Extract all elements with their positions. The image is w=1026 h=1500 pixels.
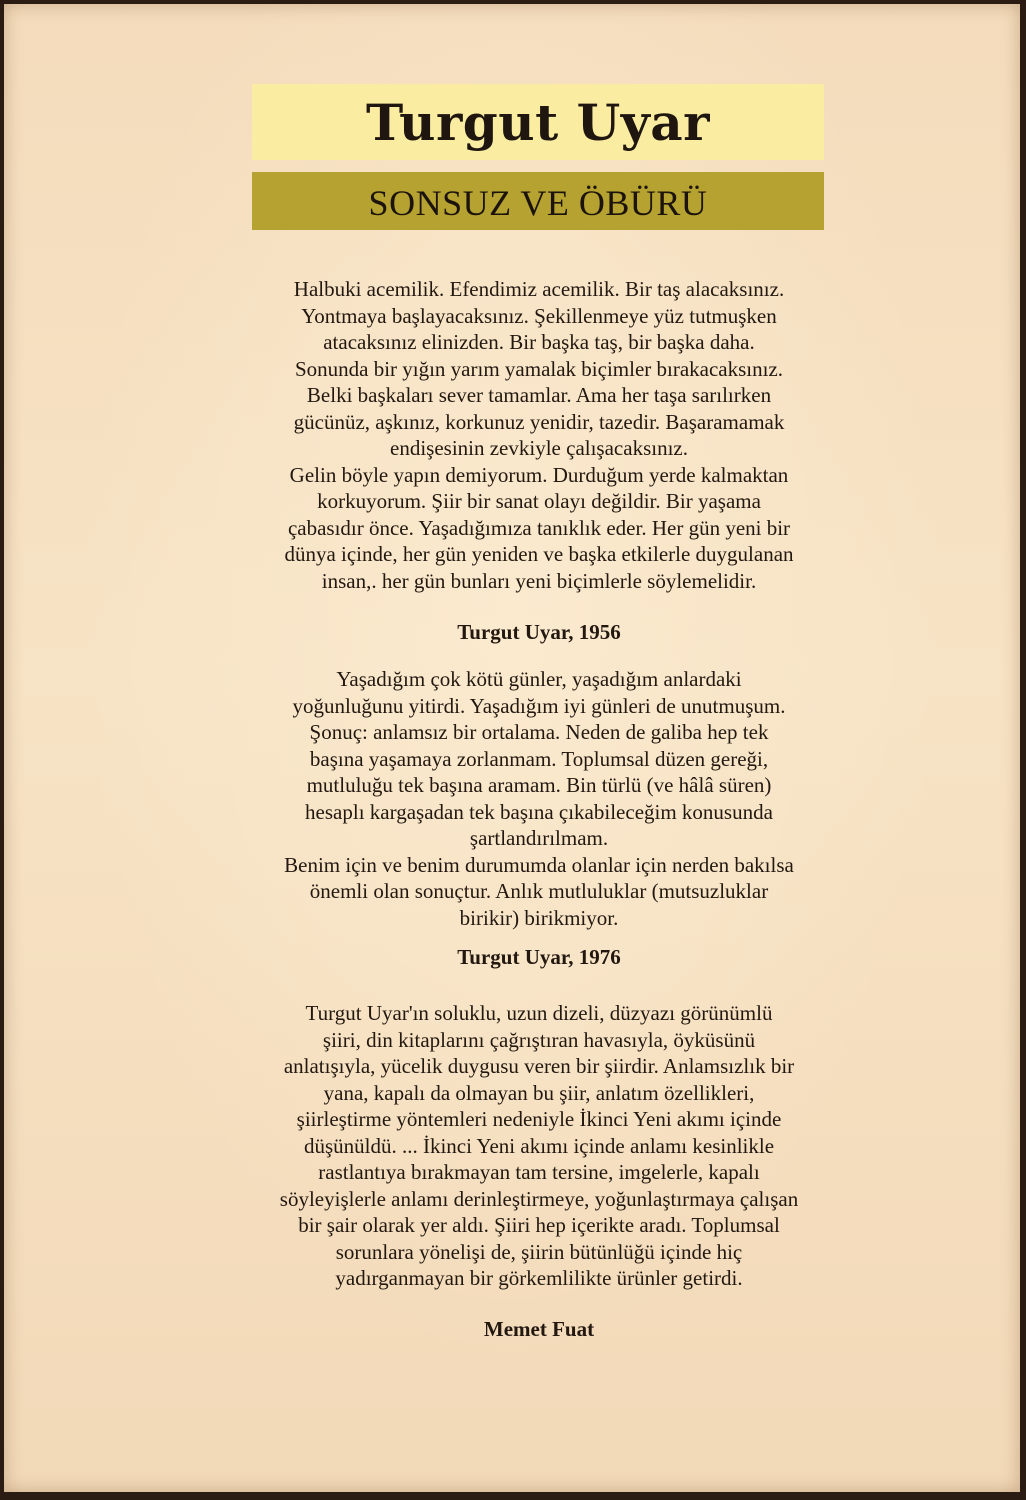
text-line: gücünüz, aşkınız, korkunuz yenidir, tazedir. Başaramamak [293, 409, 785, 434]
text-line: Belki başkaları sever tamamlar. Ama her taşa sarılırken [306, 383, 772, 407]
text-line: dünya içinde, her gün yeniden ve başka etkilerle duygulanan [284, 542, 794, 566]
text-line: bir şair olarak yer aldı. Şiiri hep içerikte aradı. Toplumsal [298, 1213, 780, 1237]
text-line: şiiri, din kitaplarını çağrıştıran havasıyla, öyküsünü [322, 1027, 756, 1052]
text-line: birikir) birikmiyor. [459, 905, 619, 930]
author-name: Turgut Uyar [365, 93, 711, 152]
text-line: rastlantıya bırakmayan tam tersine, imgelerle, kapalı [318, 1160, 760, 1184]
text-line: düşünüldü. ... İkinci Yeni akımı içinde anlamı kesinlikle [303, 1133, 775, 1158]
signature-1956: Turgut Uyar, 1956 [457, 620, 621, 644]
text-line: Gelin böyle yapın demiyorum. Durduğum yerde kalmaktan [289, 462, 789, 487]
quote-1956 [194, 276, 884, 594]
text-line: Turgut Uyar'ın soluklu, uzun dizeli, düzyazı görünümlü [305, 1001, 773, 1025]
quote-paragraph [194, 1000, 884, 1292]
quote-paragraph [194, 276, 884, 594]
text-line: söyleyişlerle anlamı derinleştirmeye, yoğunlaştırmaya çalışan [279, 1186, 799, 1211]
text-line: Yontmaya başlayacaksınız. Şekillenmeye yüz tutmuşken [301, 303, 777, 328]
text-line: Halbuki acemilik. Efendimiz acemilik. Bir taş alacaksınız. [293, 277, 785, 301]
text-line: yadırganmayan bir görkemlilikte ürünler getirdi. [335, 1266, 743, 1290]
quote-paragraph [194, 666, 884, 931]
text-line: şiirleştirme yöntemleri nedeniyle İkinci Yeni akımı içinde [296, 1107, 782, 1131]
quote-1976 [194, 666, 884, 931]
signature-1976: Turgut Uyar, 1976 [457, 945, 621, 969]
text-line: hesaplı kargaşadan tek başına çıkabileceğim konusunda [305, 799, 773, 824]
text-line: önemli olan sonuçtur. Anlık mutluluklar (mutsuzluklar [309, 879, 769, 903]
text-line: korkuyorum. Şiir bir sanat olayı değildir. Bir yaşama [317, 489, 761, 513]
text-line: yana, kapalı da olmayan bu şiir, anlatım özellikleri, [323, 1080, 755, 1105]
text-line: Sonunda bir yığın yarım yamalak biçimler bırakacaksınız. [294, 356, 784, 381]
text-line: endişesinin zevkiyle çalışacaksınız. [390, 436, 688, 460]
text-line: Şonuç: anlamsız bir ortalama. Neden de galiba hep tek [309, 720, 769, 744]
text-line: yoğunluğunu yitirdi. Yaşadığım iyi günleri de unutmuşum. [292, 693, 786, 718]
critic-commentary [194, 1000, 884, 1292]
text-line: atacaksınız elinizden. Bir başka taş, bir başka daha. [323, 330, 755, 354]
signature-memet-fuat: Memet Fuat [483, 1317, 595, 1341]
text-line: anlatışıyla, yücelik duygusu veren bir şiirdir. Anlamsızlık bir [283, 1054, 795, 1078]
book-title: SONSUZ VE ÖBÜRÜ [368, 183, 708, 223]
text-line: mutluluğu tek başına aramam. Bin türlü (ve hâlâ süren) [306, 773, 772, 797]
text-line: insan,. her gün bunları yeni biçimlerle söylemelidir. [321, 568, 757, 593]
back-cover [4, 4, 1020, 1492]
text-line: sorunlara yönelişi de, şiirin bütünlüğü içinde hiç [335, 1239, 743, 1264]
text-line: şartlandırılmam. [469, 826, 609, 850]
text-line: çabasıdır önce. Yaşadığımıza tanıklık eder. Her gün yeni bir [287, 515, 791, 540]
text-line: Benim için ve benim durumumda olanlar için nerden bakılsa [284, 852, 794, 877]
text-line: Yaşadığım çok kötü günler, yaşadığım anlardaki [336, 667, 742, 691]
text-line: başına yaşamaya zorlanmam. Toplumsal düzen gereği, [309, 746, 769, 771]
